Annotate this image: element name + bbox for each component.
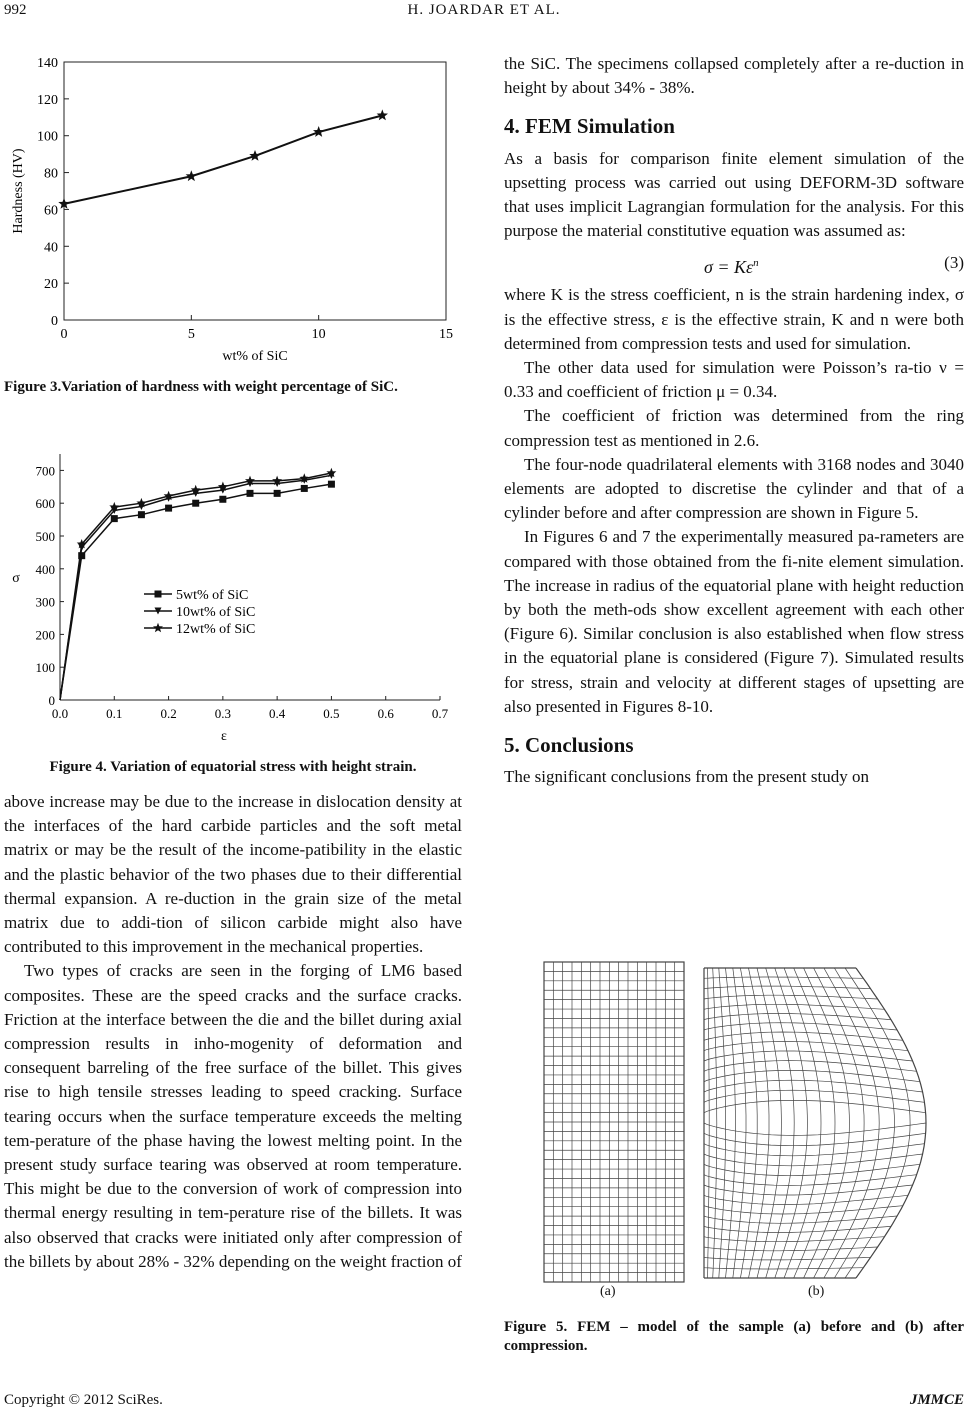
mesh-b-line <box>775 968 808 1278</box>
y-tick-label: 500 <box>35 529 55 544</box>
mesh-b-line <box>704 1123 926 1135</box>
mesh-b-line <box>719 968 726 1278</box>
y-axis-label: σ <box>12 571 20 586</box>
y-tick-label: 100 <box>35 660 55 676</box>
data-point <box>377 109 388 120</box>
y-tick-label: 80 <box>44 166 58 182</box>
mesh-b-line <box>824 968 879 1278</box>
journal-name: JMMCE <box>909 1392 964 1408</box>
mesh-b-line <box>713 968 717 1278</box>
legend-label: 10wt% of SiC <box>176 605 256 620</box>
data-point <box>153 623 163 632</box>
x-tick-label: 10 <box>311 327 326 342</box>
x-axis-label: wt% of SiC <box>222 349 288 364</box>
x-axis-label: ε <box>221 729 227 744</box>
mesh-b-line <box>704 1268 863 1269</box>
y-tick-label: 140 <box>37 56 58 71</box>
paragraph: the SiC. The specimens collapsed completely after a re-duction in height by about 34% - 38%. <box>504 54 964 98</box>
page-header <box>0 0 968 24</box>
equation-3 <box>504 243 964 283</box>
mesh-b-line <box>704 1100 926 1112</box>
data-point <box>138 511 145 518</box>
x-tick-label: 0.6 <box>377 706 394 721</box>
section-heading-4: 4. FEM Simulation <box>504 114 675 139</box>
data-point <box>247 490 254 497</box>
page-footer <box>4 1392 964 1409</box>
paragraph: The other data used for simulation were Poisson’s ra-tio ν = 0.33 and coefficient of friction μ = 0.34. <box>504 358 964 402</box>
copyright-notice: Copyright © 2012 SciRes. <box>4 1392 163 1408</box>
data-point <box>301 485 308 492</box>
data-point <box>219 496 226 503</box>
data-point <box>165 505 172 512</box>
legend-label: 5wt% of SiC <box>176 588 249 603</box>
mesh-b-line <box>856 968 926 1278</box>
data-point <box>192 500 199 507</box>
y-tick-label: 400 <box>35 561 55 577</box>
figure-3-caption: Figure 3.Variation of hardness with weight percentage of SiC. <box>4 379 398 395</box>
y-tick-label: 60 <box>44 203 58 219</box>
figure-3-chart <box>4 50 464 370</box>
series-line <box>64 115 382 203</box>
left-column-text <box>4 790 462 1274</box>
y-axis-label: Hardness (HV) <box>11 148 26 234</box>
x-tick-label: 0.2 <box>160 706 177 721</box>
y-tick-label: 120 <box>37 92 58 108</box>
mesh-b-line <box>749 968 770 1278</box>
data-point <box>249 150 260 161</box>
mesh-b-line <box>704 977 863 978</box>
paragraph: where K is the stress coefficient, n is the strain hardening index, σ is the effective stress, ε is the effective strain, K and n were both determined from compression tests and used for simulation. <box>504 285 964 353</box>
section-heading-5: 5. Conclusions <box>504 733 634 758</box>
figure-5-label-a: (a) <box>600 1284 616 1299</box>
x-tick-label: 0.4 <box>269 706 286 721</box>
right-column-text <box>504 52 964 789</box>
page-number: 992 <box>4 2 27 18</box>
mesh-b-line <box>704 1080 923 1092</box>
mesh-b-line <box>704 1154 923 1166</box>
data-point <box>328 481 335 488</box>
mesh-b-line <box>708 968 710 1278</box>
x-tick-label: 0.0 <box>51 706 69 721</box>
y-tick-label: 0 <box>48 693 55 708</box>
equation-exponent: n <box>753 257 759 270</box>
legend-label: 12wt% of SiC <box>176 622 256 637</box>
series-line <box>60 473 331 700</box>
x-tick-label: 0.7 <box>431 706 449 721</box>
figure-5-caption: Figure 5. FEM – model of the sample (a) before and (b) after compression. <box>504 1319 964 1354</box>
y-tick-label: 20 <box>44 277 58 293</box>
y-tick-label: 600 <box>35 496 55 512</box>
y-tick-label: 0 <box>51 314 58 329</box>
x-tick-label: 0 <box>60 327 68 342</box>
y-tick-label: 40 <box>44 240 58 256</box>
x-tick-label: 15 <box>439 327 453 342</box>
paragraph: above increase may be due to the increase in dislocation density at the interfaces of the hard carbide particles and the soft metal matrix or may be the result of the income-patibility in the elastic and the plastic behavior of the two phases due to their differential thermal expansion. A re-duction in the grain size of the metal matrix due to addi-tion of silicon carbide might also have contributed to this improvement in the mechanical properties. <box>4 792 462 957</box>
y-tick-label: 300 <box>35 594 55 610</box>
equation-number: (3) <box>944 253 964 273</box>
y-tick-label: 100 <box>37 129 58 145</box>
data-point <box>155 591 162 598</box>
equation-body: σ = Kε <box>704 257 754 278</box>
x-tick-label: 5 <box>187 327 195 342</box>
paragraph: The four-node quadrilateral elements with 3168 nodes and 3040 elements are adopted to discretise the cylinder and that of a cylinder before and after compression are shown in Figure 5. <box>504 454 964 523</box>
paragraph: The significant conclusions from the present study on <box>504 767 869 787</box>
paragraph: As a basis for comparison finite element simulation of the upsetting process was carried out using DEFORM-3D software that uses implicit Lagrangian formulation for the analysis. For this purpose the material constitutive equation was assumed as: <box>504 148 964 241</box>
y-tick-label: 700 <box>35 463 55 479</box>
data-point <box>274 490 281 497</box>
mesh-b-line <box>845 968 910 1278</box>
data-point <box>313 126 324 137</box>
figure-4-caption: Figure 4. Variation of equatorial stress with height strain. <box>49 759 417 775</box>
figure-5-mesh <box>536 958 936 1288</box>
paragraph: The coefficient of friction was determined from the ring compression test as mentioned in 2.6. <box>504 406 964 450</box>
y-tick-label: 200 <box>35 627 55 643</box>
x-tick-label: 0.3 <box>214 706 231 721</box>
data-point <box>186 170 197 181</box>
figure-5-label-b: (b) <box>808 1284 825 1299</box>
x-tick-label: 0.5 <box>323 706 340 721</box>
running-head-authors: H. JOARDAR ET AL. <box>407 2 561 18</box>
paragraph: In Figures 6 and 7 the experimentally measured pa-rameters are compared with those obtained from the fi-nite element simulation. The increase in radius of the equatorial plane with height reduction by both the meth-ods show excellent agreement with each other (Figure 6). Similar conclusion is also established when flow stress in the equatorial plane is considered (Figure 7). Simulated results for stress, strain and velocity at different stages of upsetting are also presented in Figures 8-10. <box>504 527 964 716</box>
x-tick-label: 0.1 <box>106 706 123 721</box>
figure-4-chart <box>4 444 464 744</box>
data-point <box>111 515 118 522</box>
paragraph: Two types of cracks are seen in the forging of LM6 based composites. These are the speed cracks and the surface cracks. Friction at the interface between the die and the billet during axial compression results in inho-mogenity of deformation and consequent barreling of the free surface of the billet. This gives rise to high tensile stresses leading to speed cracking. Surface tearing occurs when the surface temperature exceeds the melting tem-perature of the phase having the lowest melting point. In the present study surface tearing was observed at room temperature. This might be due to the conversion of work of compression into thermal energy resulting in tem-perature rise of the billets. It was also observed that cracks were initiated only after compression of the billets by about 28% - 32% depending on the weight fraction of <box>4 961 462 1271</box>
mesh-b-line <box>726 968 736 1278</box>
